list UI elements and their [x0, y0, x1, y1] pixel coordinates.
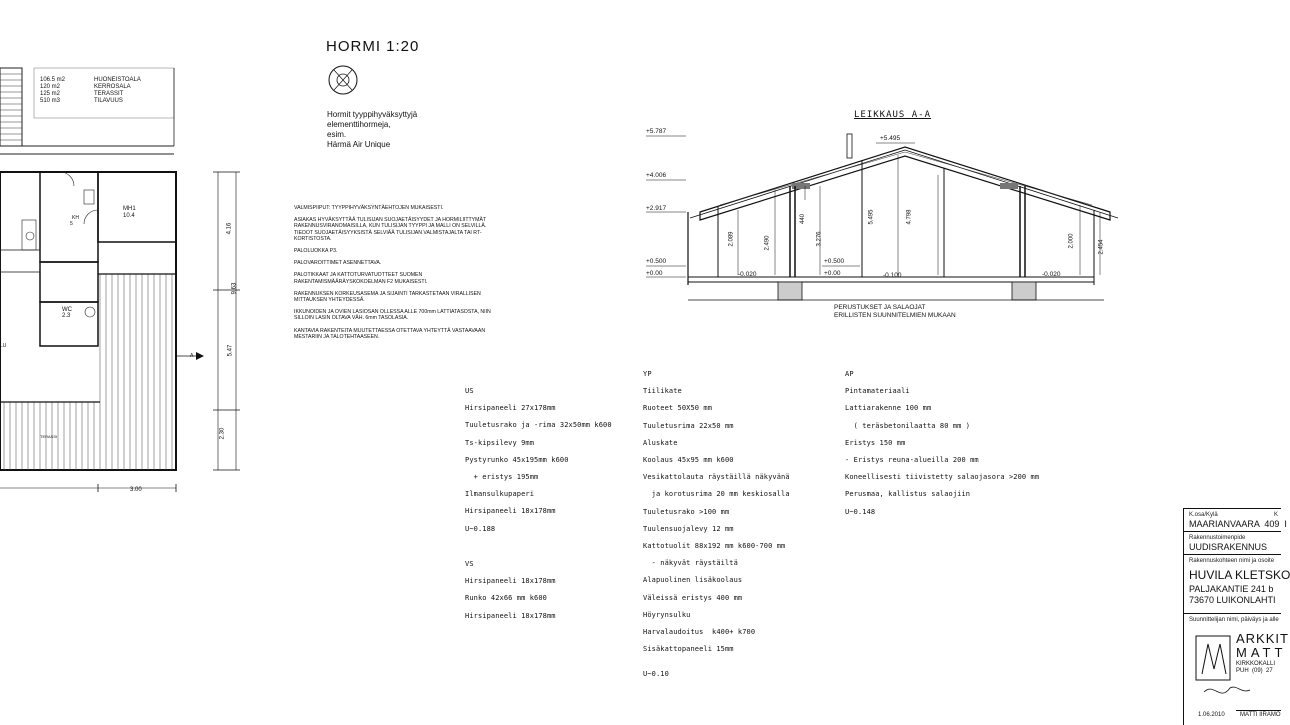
spec-heading: US — [465, 387, 474, 395]
spec-line: ( teräsbetonilaatta 80 mm ) — [845, 421, 971, 430]
area-label: KERROSALA — [94, 84, 131, 90]
dim-2-30: 2.30 — [219, 427, 226, 440]
spec-line: Hirsipaneeli 18x178mm — [465, 507, 556, 516]
hormi-note-line: Hormit tyyppihyväksyttyjä — [327, 110, 418, 119]
section-dim: 3.276 — [816, 231, 823, 247]
hormi-note-line: Härmä Air Unique — [327, 140, 391, 149]
room-label-lu: LU — [0, 343, 7, 349]
designer-label: Suunnittelijan nimi, päiväys ja alle — [1189, 617, 1279, 623]
spec-line: Väleissä eristys 400 mm — [643, 593, 743, 602]
spec-line: - näkyvät räystäiltä — [643, 559, 738, 568]
spec-line: Hirsipaneeli 18x178mm — [465, 611, 556, 620]
foundation-note-line: PERUSTUKSET JA SALAOJAT — [834, 304, 926, 311]
section-dim: 5.495 — [868, 209, 875, 225]
spec-line: Sisäkattopaneeli 15mm — [643, 645, 734, 654]
floor-level: -0.020 — [1042, 271, 1061, 278]
firm-name-2: MATT — [1236, 645, 1287, 660]
note-item: PALOVAROITTIMET ASENNETTAVA. — [294, 260, 382, 267]
section-title: LEIKKAUS A-A — [854, 110, 932, 120]
room-label-wc: WC — [62, 307, 72, 313]
level-label: +4.006 — [646, 172, 667, 179]
section-dim: 2.490 — [764, 235, 771, 251]
note-item: IKKUNOIDEN JA OVIEN LASIOSAN OLLESSA ALLE 700mm LATTIATASOSTA, NIIN SILLOIN LASIN OLTAVA VÄH. 6mm TASOLASIA. — [294, 309, 491, 322]
spec-line: Hirsipaneeli 18x178mm — [465, 577, 556, 586]
section-dim: 4.798 — [906, 209, 913, 225]
inner-level-label: +0.500 — [824, 258, 845, 265]
address-line: 73670 LUIKONLAHTI — [1189, 595, 1276, 605]
spec-line: Vesikattolauta räystäillä näkyvänä — [643, 473, 790, 482]
spec-yp — [643, 366, 790, 684]
area-value: 106.5 m2 — [40, 77, 66, 83]
level-label: +0.500 — [646, 258, 667, 265]
spec-line: Ts-kipsilevy 9mm — [465, 438, 535, 447]
area-value: 510 m3 — [40, 98, 61, 104]
spec-line: Runko 42x66 mm k600 — [465, 594, 547, 603]
spec-line: Alapuolinen lisäkoolaus — [643, 576, 743, 585]
spec-line: + eristys 195mm — [465, 473, 539, 482]
foundation-note-line: ERILLISTEN SUUNNITELMIEN MUKAAN — [834, 312, 956, 319]
measure-value: UUDISRAKENNUS — [1189, 542, 1268, 552]
village-label: K.osa/Kylä — [1189, 512, 1218, 518]
village-value: MAARIANVAARA 409 I — [1189, 519, 1287, 529]
note-item: RAKENNUKSEN KORKEUSASEMA JA SIJAINTI TARKASTETAAN VIRALLISEN MITTAUKSEN YHTEYDESSÄ. — [294, 290, 481, 304]
section-dim: 440 — [800, 213, 807, 225]
object-name: HUVILA KLETSKO — [1189, 568, 1290, 582]
spec-line: Harvalaudoitus k400+ k700 — [643, 628, 756, 637]
level-label: +5.787 — [646, 128, 667, 135]
spec-vs — [465, 556, 556, 625]
dim-5-47: 5.47 — [227, 344, 234, 357]
spec-line: U~0.188 — [465, 524, 496, 533]
hormi-title: HORMI 1:20 — [326, 38, 420, 55]
hormi-note-line: elementtihormeja, — [327, 120, 391, 129]
room-label-mh1: MH1 — [123, 206, 136, 212]
firm-name: ARKKIT — [1236, 631, 1289, 646]
title-block — [1183, 508, 1290, 725]
room-area-mh1: 10.4 — [123, 213, 135, 219]
area-label: HUONEISTOALA — [94, 77, 141, 83]
spec-line: ja korotusrima 20 mm keskiosalla — [643, 490, 790, 499]
section-dim: 2.000 — [1068, 233, 1075, 249]
note-item: PALOTIKKAAT JA KATTOTURVATUOTTEET SUOMEN RAKENTAMISMÄÄRÄYSKOKOELMAN F2 MUKAISESTI. — [294, 272, 428, 285]
area-value: 120 m2 — [40, 84, 61, 90]
spec-line: Aluskate — [643, 438, 678, 447]
spec-line: Kattotuolit 88x192 mm k600-700 mm — [643, 542, 786, 551]
col2-label: K — [1274, 512, 1279, 518]
spec-ap — [845, 366, 1039, 521]
note-item: VALMISPIIPUT: TYYPPIHYVÄKSYNTÄEHTOJEN MUKAISESTI. — [294, 205, 444, 211]
spec-line: U~0.148 — [845, 507, 876, 516]
section-dim: 2.454 — [1098, 239, 1105, 255]
firm-address: KIRKKOKALLI — [1236, 661, 1276, 667]
dim-9-63: 9.63 — [231, 282, 238, 295]
firm-phone: PUH (09) 27 — [1236, 668, 1273, 674]
spec-line: Höyrynsulku — [643, 610, 691, 619]
spec-line: Hirsipaneeli 27x178mm — [465, 404, 556, 413]
spec-line: Eristys 150 mm — [845, 438, 906, 447]
note-item: KANTAVIA RAKENTEITA MUUTETTAESSA OTETTAVA YHTEYTTÄ VASTAAVAAN MESTARIIN JA TALOTEHTAASEEN. — [294, 327, 486, 340]
area-label: TILAVUUS — [94, 98, 123, 104]
spec-line: Pintamateriaali — [845, 387, 910, 396]
inner-level-label: +0.00 — [824, 270, 841, 277]
dim-4-16: 4.16 — [226, 222, 233, 235]
spec-line: Tuuletusrima 22x50 mm — [643, 421, 734, 430]
section-marker: A — [190, 353, 194, 359]
spec-heading: VS — [465, 560, 474, 568]
spec-line: Perusmaa, kallistus salaojiin — [845, 490, 971, 499]
level-label: +0.00 — [646, 270, 663, 277]
spec-line: Tuuletusrako ja -rima 32x50mm k600 — [465, 421, 612, 430]
room-area-kh: 5 — [70, 221, 73, 227]
floor-level: -0.020 — [738, 271, 757, 278]
hormi-note-line: esim. — [327, 130, 347, 139]
spec-line: Ilmansulkupaperi — [465, 490, 535, 499]
spec-line: Tuulensuojalevy 12 mm — [643, 524, 734, 533]
spec-us — [465, 383, 612, 538]
spec-heading: AP — [845, 370, 854, 378]
spec-heading: YP — [643, 370, 652, 378]
object-label: Rakennuskohteen nimi ja osoite — [1189, 558, 1275, 564]
section-dim: 2.089 — [728, 231, 735, 247]
drawing-date: 1.06.2010 — [1198, 712, 1225, 718]
level-label: +2.917 — [646, 205, 667, 212]
spec-line: U~0.10 — [643, 670, 669, 679]
spec-line: Tiilikate — [643, 387, 682, 396]
spec-line: Koolaus 45x95 mm k600 — [643, 456, 734, 465]
room-area-wc: 2.3 — [62, 313, 71, 319]
inner-level-label: +5.495 — [880, 135, 901, 142]
spec-line: Lattiarakenne 100 mm — [845, 404, 932, 413]
spec-line: - Eristys reuna-alueilla 200 mm — [845, 456, 979, 465]
floor-level: -0.100 — [883, 272, 902, 279]
spec-line: Tuuletusrako >100 mm — [643, 507, 730, 516]
room-label-kh: KH — [72, 215, 79, 221]
area-value: 125 m2 — [40, 91, 61, 97]
spec-line: Koneellisesti tiivistetty salaojasora >200 mm — [845, 473, 1040, 482]
measure-label: Rakennustoimenpide — [1189, 535, 1246, 541]
spec-line: Ruoteet 50X50 mm — [643, 404, 713, 413]
area-label: TERASSIT — [94, 91, 124, 97]
signer-name: MATTI IIRAMO — [1240, 712, 1281, 718]
spec-line: Pystyrunko 45x195mm k600 — [465, 455, 569, 464]
note-item: ASIAKAS HYVÄKSYTTÄÄ TULISIJAN SUOJAETÄISYYDET JA HORMILIITTYMÄT RAKENNUSVIRANOMAISILLA, KUN TULISIJAN TYYPPI JA MALLI ON SELVILLÄ. TIEDOT SUOJAETÄISYYKSISTÄ SELVIÄÄ TULISIJAN VALMISTAJALTA TAI RT-KORTISTOSTA. — [294, 217, 487, 242]
note-item: PALOLUOKKA P3. — [294, 248, 338, 255]
terrace-label: TERASSI — [40, 434, 58, 439]
dim-3-00: 3.00 — [130, 487, 142, 493]
foundation-note — [834, 304, 956, 320]
address-line: PALJAKANTIE 241 b — [1189, 584, 1274, 594]
